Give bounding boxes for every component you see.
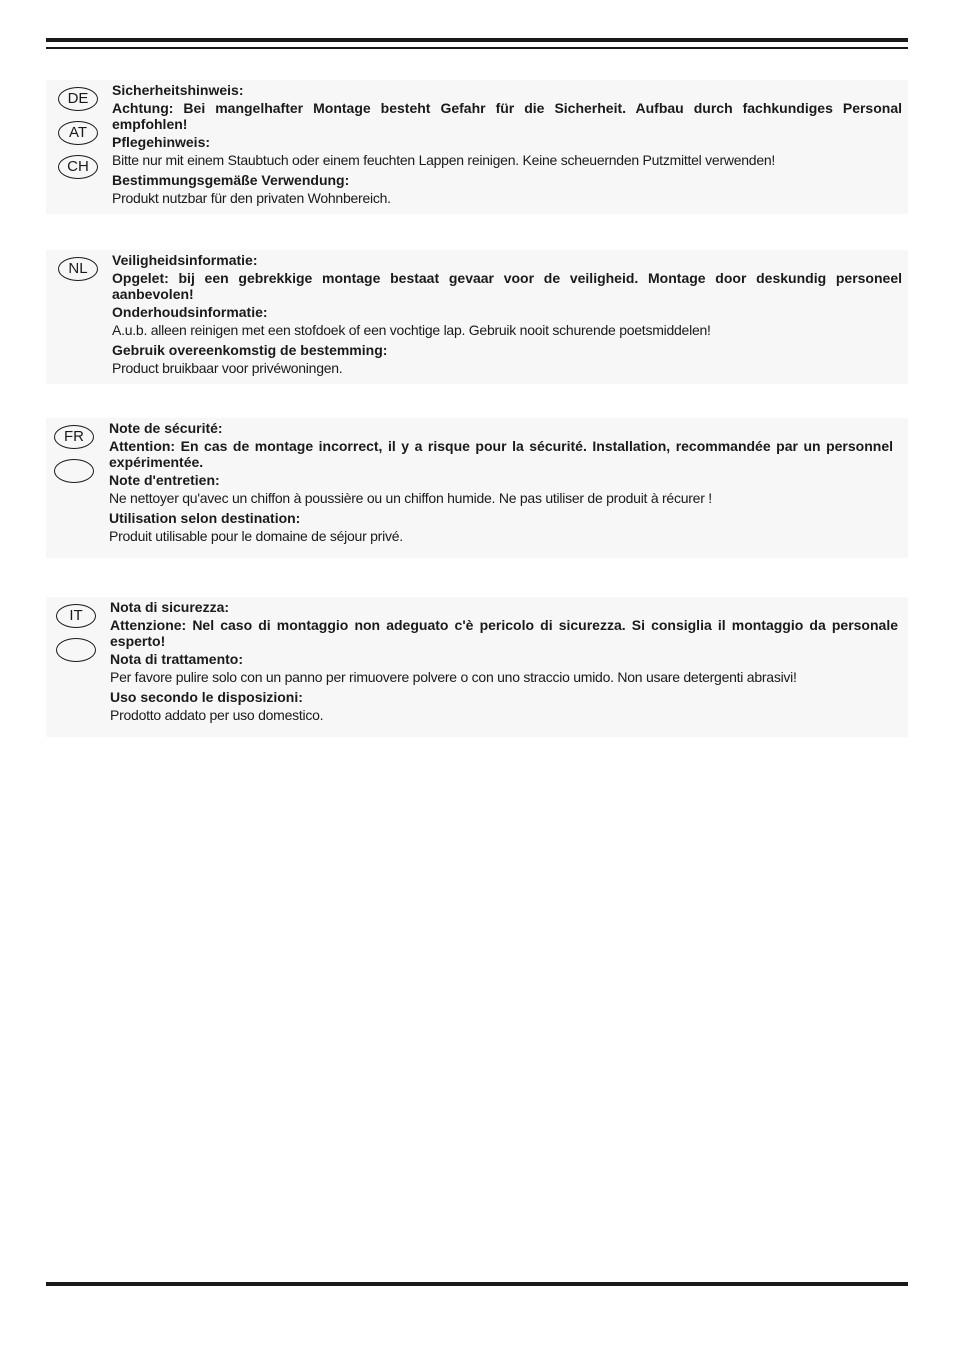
section-it	[46, 597, 908, 737]
use-text: Produkt nutzbar für den privaten Wohnbereich.	[112, 190, 391, 206]
care-text: A.u.b. alleen reinigen met een stofdoek of een vochtige lap. Gebruik nooit schurende poetsmiddelen!	[112, 322, 711, 338]
bottom-rule	[46, 1282, 908, 1286]
safety-text: Attenzione: Nel caso di montaggio non adeguato c'è pericolo di sicurezza. Si consiglia il montaggio da personale esperto!	[110, 617, 898, 649]
country-badge-at: AT	[58, 121, 98, 145]
section-content	[110, 599, 898, 723]
use-heading: Gebruik overeenkomstig de bestemming:	[112, 342, 388, 358]
care-text: Per favore pulire solo con un panno per rimuovere polvere o con uno straccio umido. Non usare detergenti abrasivi!	[110, 669, 797, 685]
country-badge-de: DE	[58, 87, 98, 111]
care-heading: Note d'entretien:	[109, 472, 220, 488]
section-content	[112, 82, 902, 206]
use-text: Prodotto addato per uso domestico.	[110, 707, 324, 723]
country-badge-it: IT	[56, 604, 96, 628]
care-heading: Nota di trattamento:	[110, 651, 243, 667]
safety-text: Achtung: Bei mangelhafter Montage besteht Gefahr für die Sicherheit. Aufbau durch fachkundiges Personal empfohlen!	[112, 100, 902, 132]
section-nl	[46, 250, 908, 384]
top-rule-thin	[46, 47, 908, 49]
use-text: Product bruikbaar voor privéwoningen.	[112, 360, 343, 376]
safety-heading: Sicherheitshinweis:	[112, 82, 244, 98]
section-de	[46, 80, 908, 214]
care-text: Bitte nur mit einem Staubtuch oder einem feuchten Lappen reinigen. Keine scheuernden Putzmittel verwenden!	[112, 152, 776, 168]
use-text: Produit utilisable pour le domaine de séjour privé.	[109, 528, 403, 544]
care-text: Ne nettoyer qu'avec un chiffon à poussière ou un chiffon humide. Ne pas utiliser de produit à récurer !	[109, 490, 712, 506]
top-rule	[46, 38, 908, 49]
section-fr	[46, 418, 908, 558]
country-badge-ch: CH	[58, 155, 98, 179]
country-badge-blank	[56, 638, 96, 662]
top-rule-thick	[46, 38, 908, 42]
country-badge-fr: FR	[54, 425, 94, 449]
use-heading: Uso secondo le disposizioni:	[110, 689, 303, 705]
section-content	[112, 252, 902, 376]
safety-heading: Nota di sicurezza:	[110, 599, 230, 615]
use-heading: Utilisation selon destination:	[109, 510, 301, 526]
safety-heading: Note de sécurité:	[109, 420, 223, 436]
country-badge-blank	[54, 459, 94, 483]
country-badge-nl: NL	[58, 257, 98, 281]
care-heading: Onderhoudsinformatie:	[112, 304, 268, 320]
safety-heading: Veiligheidsinformatie:	[112, 252, 258, 268]
section-content	[109, 420, 893, 544]
use-heading: Bestimmungsgemäße Verwendung:	[112, 172, 350, 188]
safety-text: Opgelet: bij een gebrekkige montage bestaat gevaar voor de veiligheid. Montage door deskundig personeel aanbevolen!	[112, 270, 902, 302]
safety-text: Attention: En cas de montage incorrect, il y a risque pour la sécurité. Installation, recommandée par un personnel expérimentée.	[109, 438, 893, 470]
care-heading: Pflegehinweis:	[112, 134, 211, 150]
